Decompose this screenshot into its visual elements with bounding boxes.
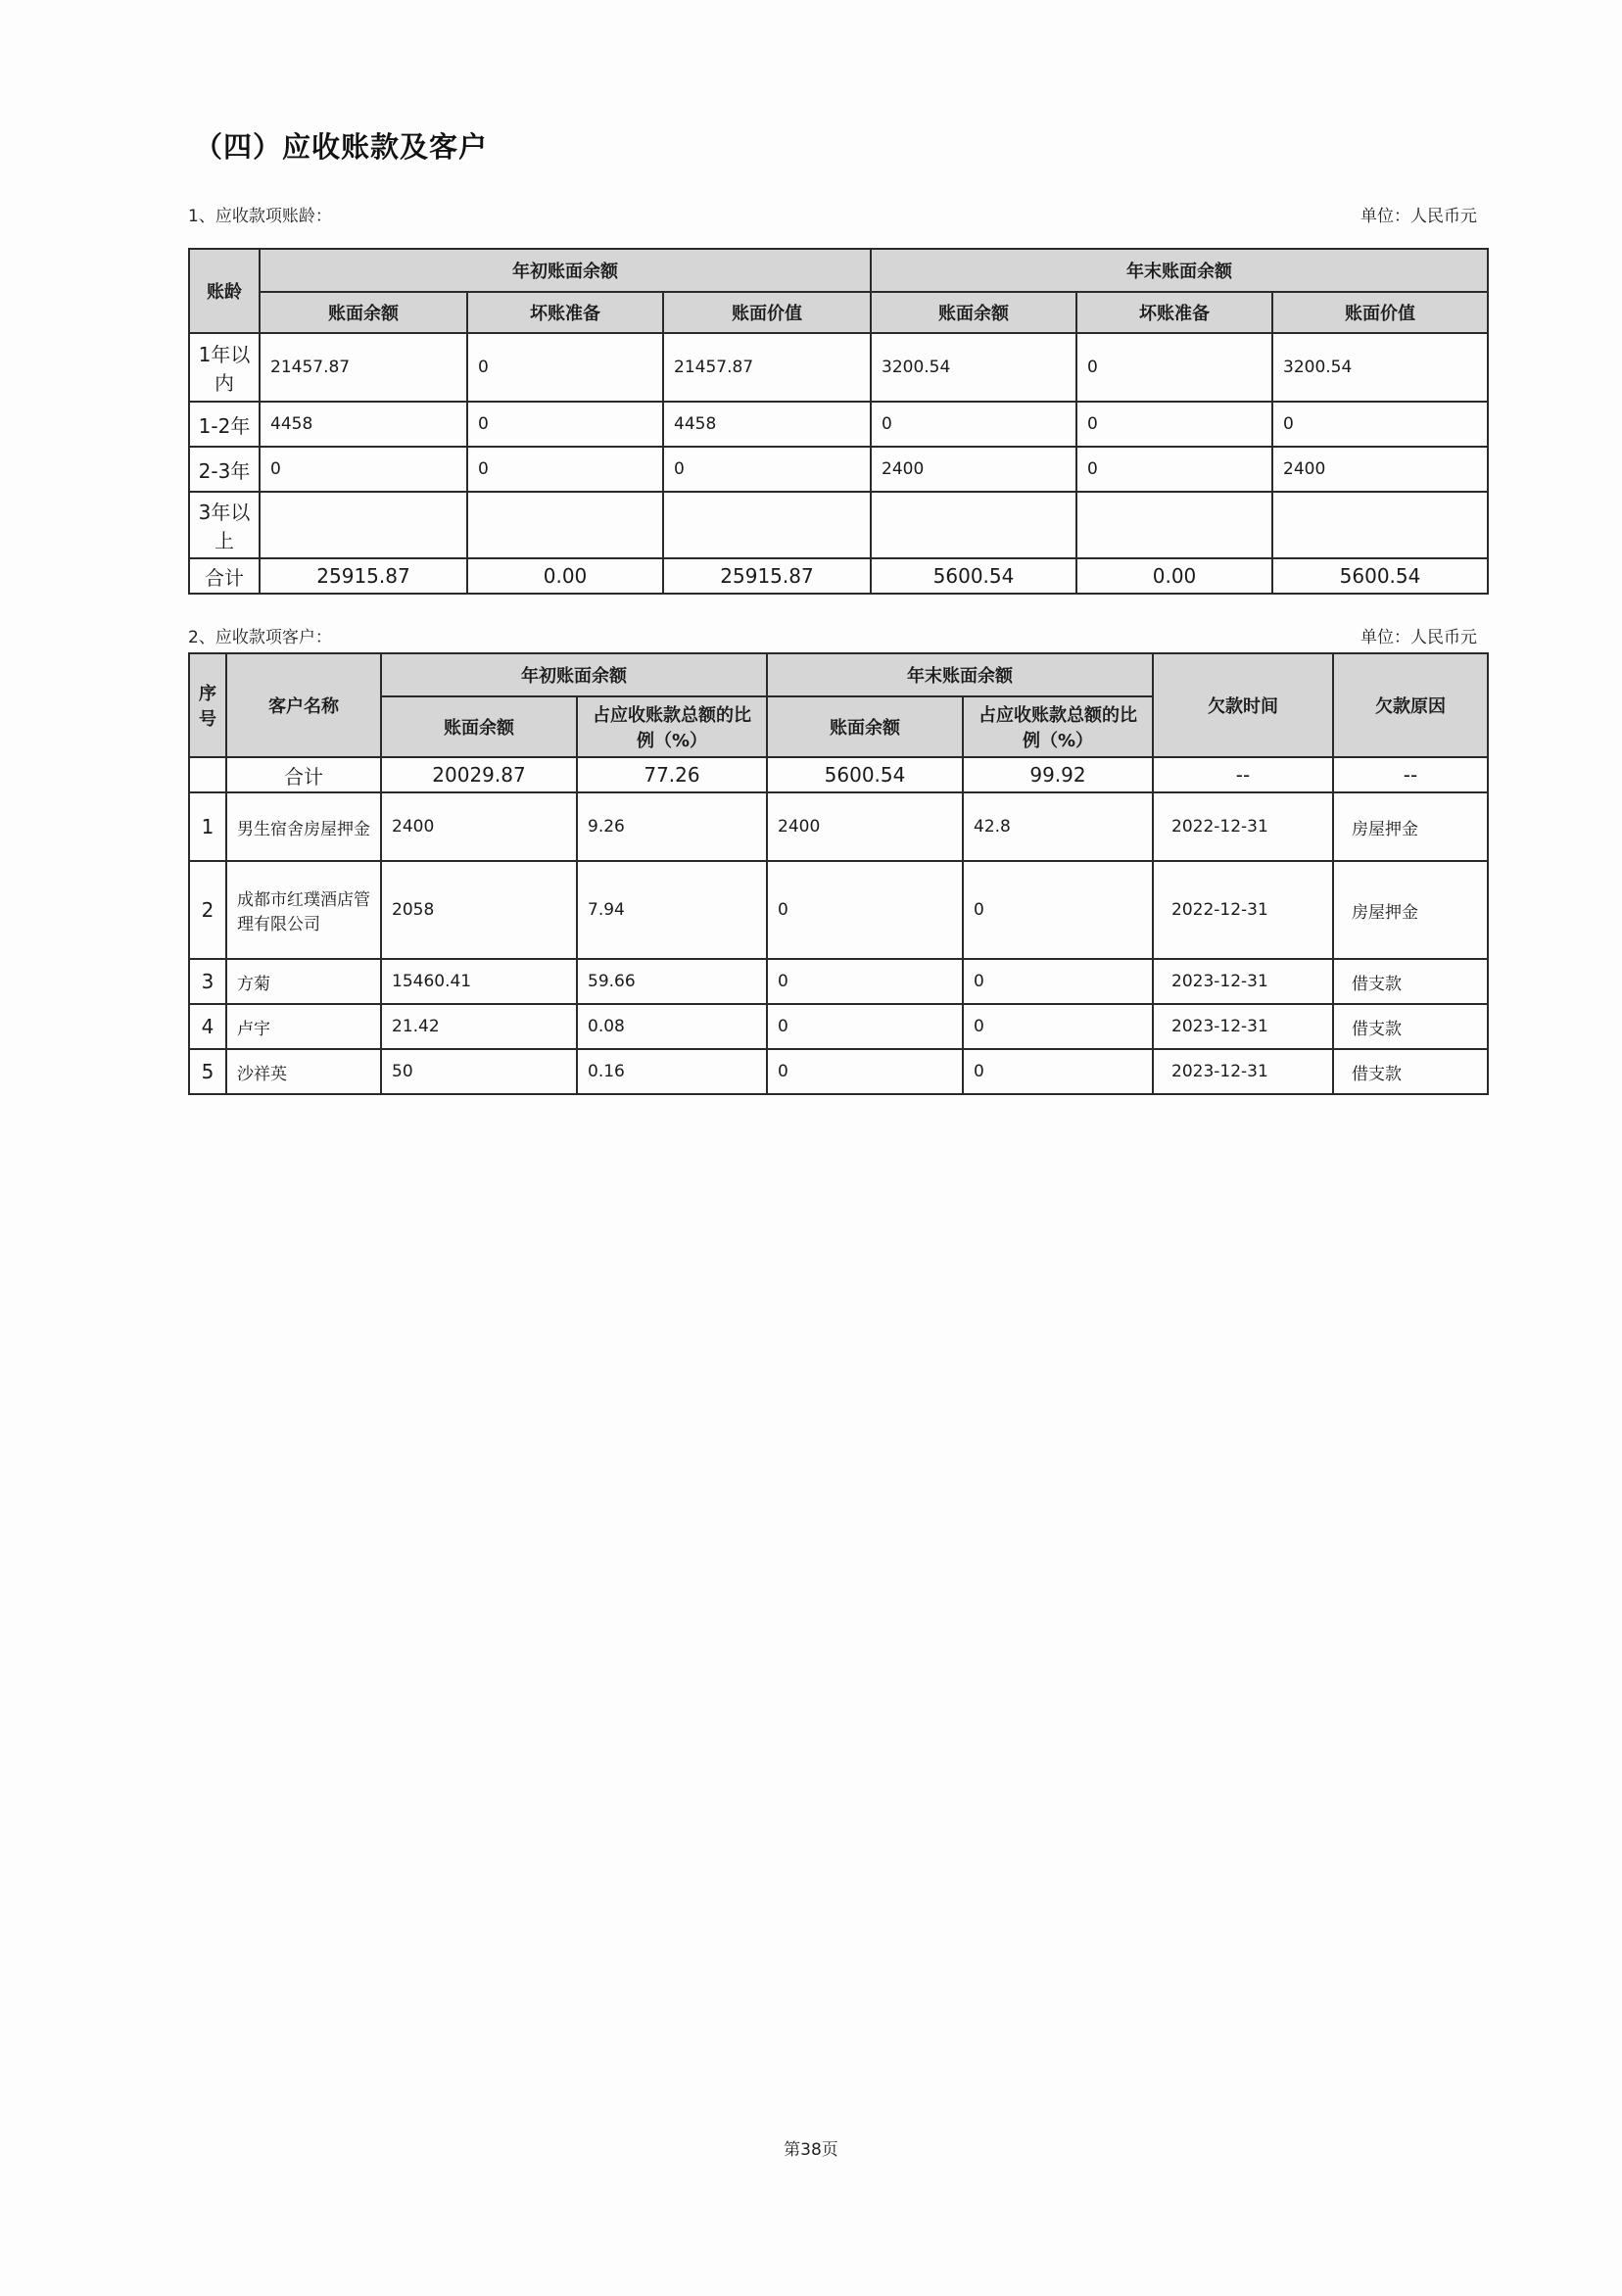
cell: 房屋押金 <box>1333 792 1488 861</box>
cell: 0.08 <box>577 1004 767 1049</box>
cell: 2400 <box>871 447 1076 492</box>
total-label: 合计 <box>189 558 260 594</box>
cell: 0 <box>963 959 1153 1004</box>
header-reason: 欠款原因 <box>1333 653 1488 757</box>
cell: 21457.87 <box>663 333 871 402</box>
cell: 0.16 <box>577 1049 767 1094</box>
cell: 0 <box>963 861 1153 959</box>
header-end-provision: 坏账准备 <box>1076 292 1272 333</box>
cell: 2023-12-31 <box>1153 1049 1333 1094</box>
header-seq: 序号 <box>189 653 226 757</box>
age-label: 3年以上 <box>189 492 260 558</box>
header-group-end: 年末账面余额 <box>767 653 1153 696</box>
customer-caption: 2、应收款项客户： <box>188 628 332 647</box>
cell <box>663 492 871 558</box>
cell: 42.8 <box>963 792 1153 861</box>
table-row <box>189 1049 1488 1094</box>
cell: 7.94 <box>577 861 767 959</box>
header-group-end: 年末账面余额 <box>871 249 1488 292</box>
customer-name: 卢宇 <box>226 1004 381 1049</box>
header-begin-provision: 坏账准备 <box>467 292 663 333</box>
header-time: 欠款时间 <box>1153 653 1333 757</box>
table-row <box>189 861 1488 959</box>
cell: 0 <box>467 333 663 402</box>
seq-cell: 3 <box>189 959 226 1004</box>
total-cell: 5600.54 <box>767 757 963 792</box>
cell: 4458 <box>663 402 871 447</box>
customer-name: 成都市红璞酒店管理有限公司 <box>226 861 381 959</box>
total-row <box>189 558 1488 594</box>
cell: 0 <box>260 447 467 492</box>
cell: 0 <box>871 402 1076 447</box>
total-cell: 99.92 <box>963 757 1153 792</box>
header-age: 账龄 <box>189 249 260 333</box>
cell: 59.66 <box>577 959 767 1004</box>
header-name: 客户名称 <box>226 653 381 757</box>
section-title: （四）应收账款及客户 <box>194 130 489 164</box>
cell <box>1272 492 1488 558</box>
header-group-begin: 年初账面余额 <box>260 249 871 292</box>
total-cell: 25915.87 <box>260 558 467 594</box>
cell <box>871 492 1076 558</box>
table-row <box>189 333 1488 402</box>
header-end-balance: 账面余额 <box>767 696 963 757</box>
cell <box>467 492 663 558</box>
cell: 0 <box>963 1004 1153 1049</box>
cell: 0 <box>467 447 663 492</box>
age-label: 1年以内 <box>189 333 260 402</box>
cell: 3200.54 <box>1272 333 1488 402</box>
cell: 0 <box>767 1049 963 1094</box>
cell: 房屋押金 <box>1333 861 1488 959</box>
cell: 0 <box>963 1049 1153 1094</box>
cell: 0 <box>663 447 871 492</box>
cell: 2023-12-31 <box>1153 1004 1333 1049</box>
header-group-begin: 年初账面余额 <box>381 653 767 696</box>
table-row <box>189 1004 1488 1049</box>
header-end-balance: 账面余额 <box>871 292 1076 333</box>
total-cell: 20029.87 <box>381 757 577 792</box>
customer-table <box>188 652 1489 1095</box>
aging-unit: 单位：人民币元 <box>1360 207 1477 226</box>
cell: 0 <box>1076 402 1272 447</box>
age-label: 2-3年 <box>189 447 260 492</box>
customer-name: 沙祥英 <box>226 1049 381 1094</box>
total-cell: 0.00 <box>467 558 663 594</box>
cell: 0 <box>1272 402 1488 447</box>
cell <box>1076 492 1272 558</box>
cell <box>189 757 226 792</box>
cell: 50 <box>381 1049 577 1094</box>
customer-unit: 单位：人民币元 <box>1360 628 1477 647</box>
cell: 21457.87 <box>260 333 467 402</box>
seq-cell: 2 <box>189 861 226 959</box>
cell: 2400 <box>767 792 963 861</box>
cell: 2400 <box>1272 447 1488 492</box>
total-cell: 77.26 <box>577 757 767 792</box>
cell: 4458 <box>260 402 467 447</box>
cell: 9.26 <box>577 792 767 861</box>
cell: 0 <box>1076 333 1272 402</box>
header-begin-ratio: 占应收账款总额的比例（%） <box>577 696 767 757</box>
cell <box>260 492 467 558</box>
header-end-ratio: 占应收账款总额的比例（%） <box>963 696 1153 757</box>
total-cell: -- <box>1153 757 1333 792</box>
header-begin-value: 账面价值 <box>663 292 871 333</box>
table-row <box>189 447 1488 492</box>
header-begin-balance: 账面余额 <box>381 696 577 757</box>
total-cell: 25915.87 <box>663 558 871 594</box>
cell: 借支款 <box>1333 959 1488 1004</box>
total-row <box>189 757 1488 792</box>
cell: 3200.54 <box>871 333 1076 402</box>
table-row <box>189 402 1488 447</box>
cell: 15460.41 <box>381 959 577 1004</box>
table-row <box>189 492 1488 558</box>
cell: 0 <box>767 959 963 1004</box>
cell: 2023-12-31 <box>1153 959 1333 1004</box>
seq-cell: 5 <box>189 1049 226 1094</box>
customer-name: 方菊 <box>226 959 381 1004</box>
age-label: 1-2年 <box>189 402 260 447</box>
customer-name: 男生宿舍房屋押金 <box>226 792 381 861</box>
cell: 2400 <box>381 792 577 861</box>
total-cell: 0.00 <box>1076 558 1272 594</box>
total-cell: 5600.54 <box>871 558 1076 594</box>
cell: 0 <box>1076 447 1272 492</box>
total-label: 合计 <box>226 757 381 792</box>
cell: 借支款 <box>1333 1004 1488 1049</box>
aging-table <box>188 248 1489 595</box>
cell: 21.42 <box>381 1004 577 1049</box>
page-number: 第38页 <box>784 2140 838 2160</box>
header-begin-balance: 账面余额 <box>260 292 467 333</box>
header-end-value: 账面价值 <box>1272 292 1488 333</box>
table-row <box>189 959 1488 1004</box>
table-row <box>189 792 1488 861</box>
total-cell: -- <box>1333 757 1488 792</box>
cell: 2022-12-31 <box>1153 861 1333 959</box>
cell: 0 <box>767 1004 963 1049</box>
cell: 2022-12-31 <box>1153 792 1333 861</box>
cell: 借支款 <box>1333 1049 1488 1094</box>
total-cell: 5600.54 <box>1272 558 1488 594</box>
cell: 0 <box>767 861 963 959</box>
aging-caption: 1、应收款项账龄： <box>188 207 332 226</box>
seq-cell: 1 <box>189 792 226 861</box>
seq-cell: 4 <box>189 1004 226 1049</box>
cell: 2058 <box>381 861 577 959</box>
cell: 0 <box>467 402 663 447</box>
